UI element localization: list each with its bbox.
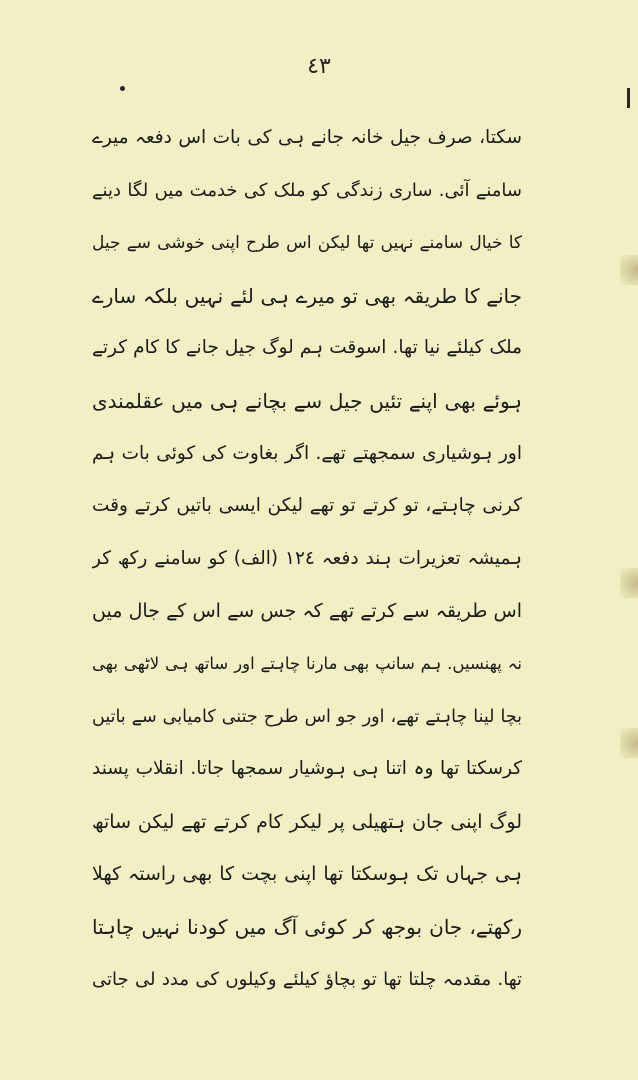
text-line: ہمیشہ تعزیرات ہند دفعہ ١٢٤ (الف) کو سامنے رکھ کر [92, 547, 522, 569]
text-line: بچا لینا چاہتے تھے، اور جو اس طرح جتنی کامیابی سے باتیں [92, 706, 522, 727]
edge-stain [620, 568, 638, 598]
edge-stain [620, 255, 638, 285]
text-line: تھا. مقدمہ چلتا تھا تو بچاؤ کیلئے وکیلوں کی مدد لی جاتی [92, 968, 522, 990]
edge-stain [620, 728, 638, 758]
text-line: کرنی چاہتے، تو کرتے تو تھے لیکن ایسی باتیں کرتے وقت [92, 495, 522, 517]
edge-mark [627, 88, 630, 108]
text-line: ہوئے بھی اپنے تئیں جیل سے بچانے ہی میں عقلمندی [92, 388, 522, 413]
text-line: اس طریقہ سے کرتے تھے کہ جس سے اس کے جال میں [92, 600, 522, 623]
text-line: رکھتے، جان بوجھ کر کوئی آگ میں کودنا نہیں چاہتا [92, 914, 522, 939]
text-line: جانے کا طریقہ بھی تو میرے ہی لئے نہیں بلکہ سارے [92, 283, 522, 308]
body-text [92, 112, 522, 1006]
text-line: کرسکتا تھا وہ اتنا ہی ہوشیار سمجھا جاتا. انقلاب پسند [92, 758, 522, 780]
text-line: اور ہوشیاری سمجھتے تھے. اگر بغاوت کی کوئی بات ہم [92, 442, 522, 464]
text-line: ملک کیلئے نیا تھا. اسوقت ہم لوگ جیل جانے کا کام کرتے [92, 337, 522, 359]
ink-dot [120, 86, 125, 91]
page-number: ٤٣ [307, 54, 331, 79]
text-line: لوگ اپنی جان ہتھیلی پر لیکر کام کرتے تھے لیکن ساتھ [92, 810, 522, 833]
text-line: کا خیال سامنے نہیں تھا لیکن اس طرح اپنی خوشی سے جیل [92, 233, 522, 254]
text-line: سکتا، صرف جیل خانہ جانے ہی کی بات اس دفعہ میرے [92, 127, 522, 148]
text-line: نہ پھنسیں. ہم سانپ بھی مارنا چاہتے اور ساتھ ہی لاٹھی بھی [92, 653, 522, 673]
text-line: سامنے آئی. ساری زندگی کو ملک کی خدمت میں لگا دینے [92, 179, 522, 201]
text-line: ہی جہاں تک ہوسکتا تھا اپنی بچت کا بھی راستہ کھلا [92, 863, 522, 886]
